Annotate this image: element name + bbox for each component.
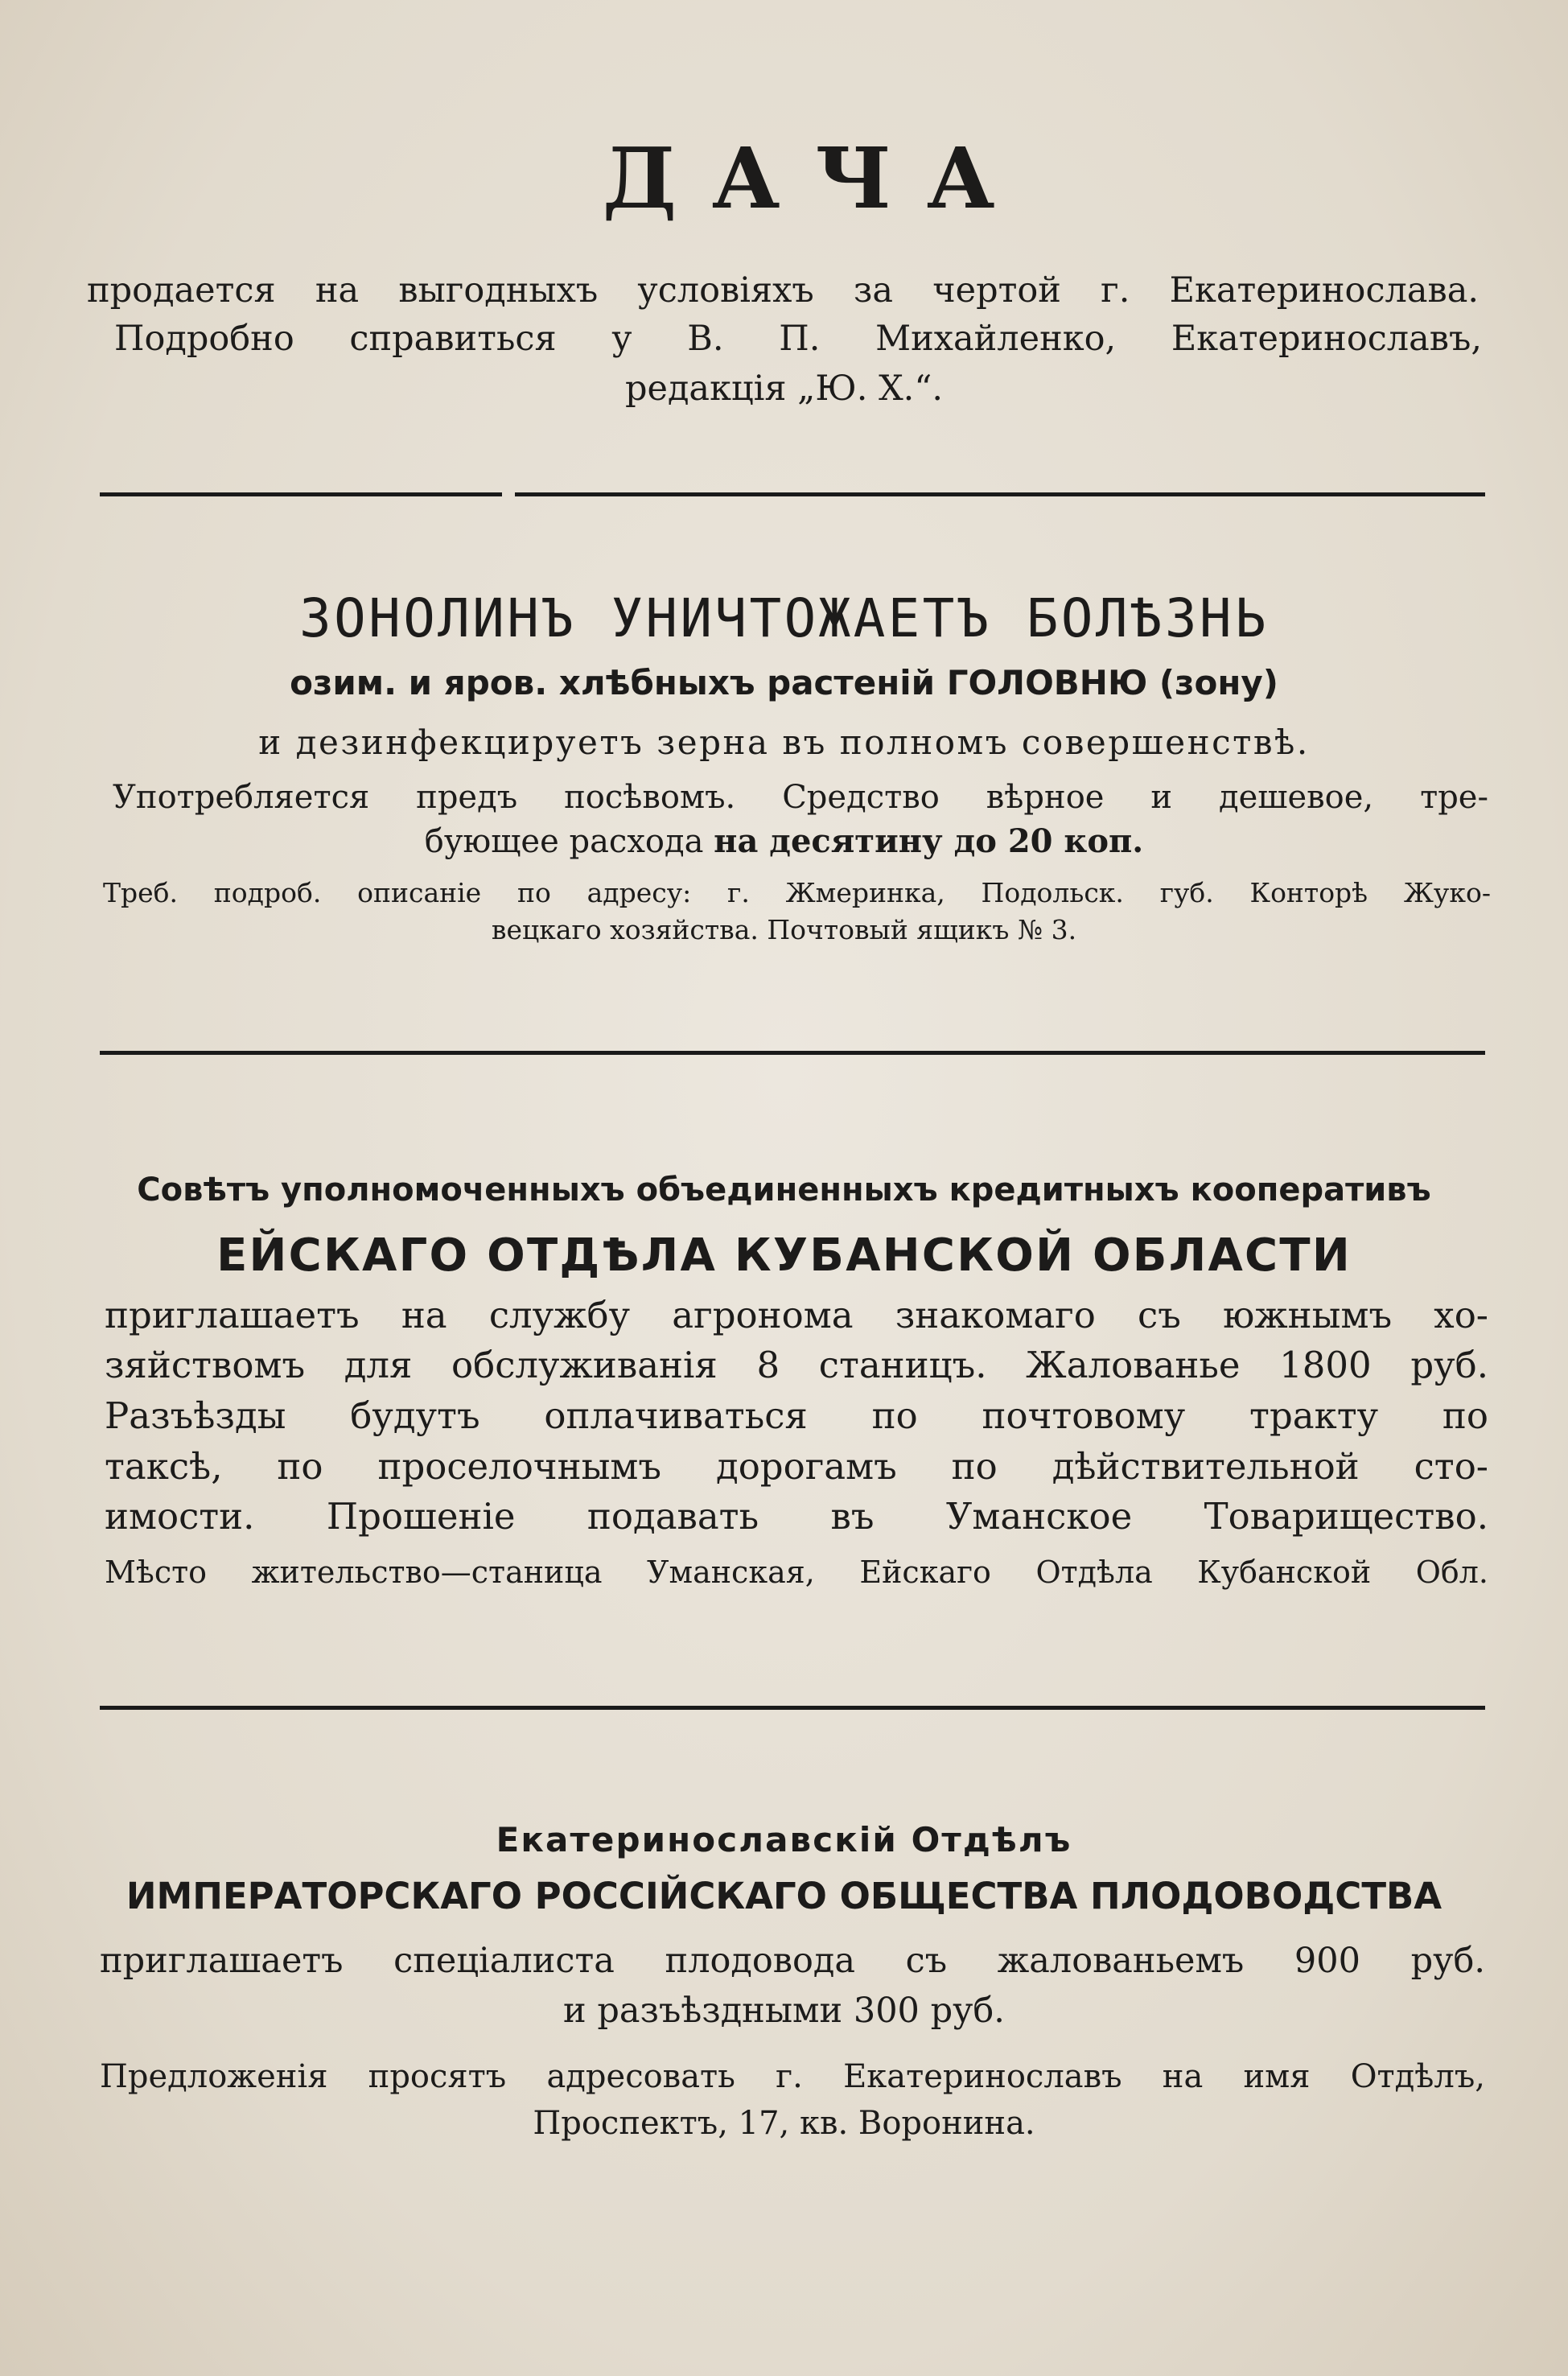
ad-fruit-line1: приглашаетъ спеціалиста плодовода съ жалованьемъ 900 руб. [100, 1941, 1485, 1981]
ad-dacha-line1: продается на выгодныхъ условіяхъ за чертой г. Екатеринослава. [87, 270, 1479, 311]
ad-agronomist-line6: Мѣсто жительство—станица Уманская, Ейскаго Отдѣла Кубанской Обл. [105, 1554, 1488, 1590]
ad-agronomist-line5: имости. Прошеніе подавать въ Уманское Товарищество. [105, 1495, 1488, 1538]
ad-dacha-line3: редакція „Ю. Х.“. [624, 369, 944, 409]
ad-fruit-line3: Предложенія просятъ адресовать г. Екатеринославъ на имя Отдѣлъ, [100, 2058, 1485, 2095]
divider-1b [515, 492, 1485, 496]
ad-agronomist-line2: зяйствомъ для обслуживанія 8 станицъ. Жалованье 1800 руб. [105, 1344, 1488, 1386]
divider-1a [100, 492, 502, 496]
ad-zonolin-line3: Употребляется предъ посѣвомъ. Средство вѣрное и дешевое, тре- [113, 779, 1488, 816]
ad-fruit-line4: Проспектъ, 17, кв. Воронина. [533, 2105, 1035, 2142]
ad-zonolin-line5: Треб. подроб. описаніе по адресу: г. Жмеринка, Подольск. губ. Конторѣ Жуко- [103, 877, 1491, 908]
ad-zonolin-line4-start: бующее расхода [424, 823, 704, 860]
ad-zonolin-line6: вецкаго хозяйства. Почтовый ящикъ № 3. [491, 914, 1077, 945]
ad-zonolin-line1: озим. и яров. хлѣбныхъ растеній ГОЛОВНЮ (зону) [290, 663, 1278, 702]
ad-zonolin-line4 [0, 822, 1568, 860]
ad-zonolin-line2: и дезинфекцируетъ зерна въ полномъ совершенствѣ. [258, 723, 1310, 762]
ad-zonolin-line4-bold: на десятину до 20 коп. [714, 822, 1144, 860]
ad-dacha-line2: Подробно справиться у В. П. Михайленко, Екатеринославъ, [114, 319, 1482, 359]
ad-agronomist-heading2: ЕЙСКАГО ОТДѢЛА КУБАНСКОЙ ОБЛАСТИ [216, 1229, 1352, 1282]
ad-agronomist-line4: таксѣ, по проселочнымъ дорогамъ по дѣйствительной сто- [105, 1445, 1488, 1488]
ad-dacha-title: ДАЧА [602, 129, 1031, 228]
ad-agronomist-line1: приглашаетъ на службу агронома знакомаго съ южнымъ хо- [105, 1294, 1488, 1336]
divider-2 [100, 1051, 1485, 1055]
divider-3 [100, 1706, 1485, 1710]
ad-agronomist-line3: Разъѣзды будутъ оплачиваться по почтовому тракту по [105, 1394, 1488, 1437]
ad-agronomist-heading1: Совѣтъ уполномоченныхъ объединенныхъ кредитныхъ кооперативъ [137, 1172, 1431, 1209]
ad-fruit-heading1: Екатеринославскій Отдѣлъ [496, 1820, 1072, 1859]
ad-zonolin-title: ЗОНОЛИНЪ УНИЧТОЖАЕТЪ БОЛѢЗНЬ [299, 587, 1269, 649]
ad-fruit-line2: и разъѣздными 300 руб. [563, 1991, 1005, 2031]
ad-fruit-heading2: ИМПЕРАТОРСКАГО РОССІЙСКАГО ОБЩЕСТВА ПЛОДОВОДСТВА [126, 1875, 1442, 1917]
